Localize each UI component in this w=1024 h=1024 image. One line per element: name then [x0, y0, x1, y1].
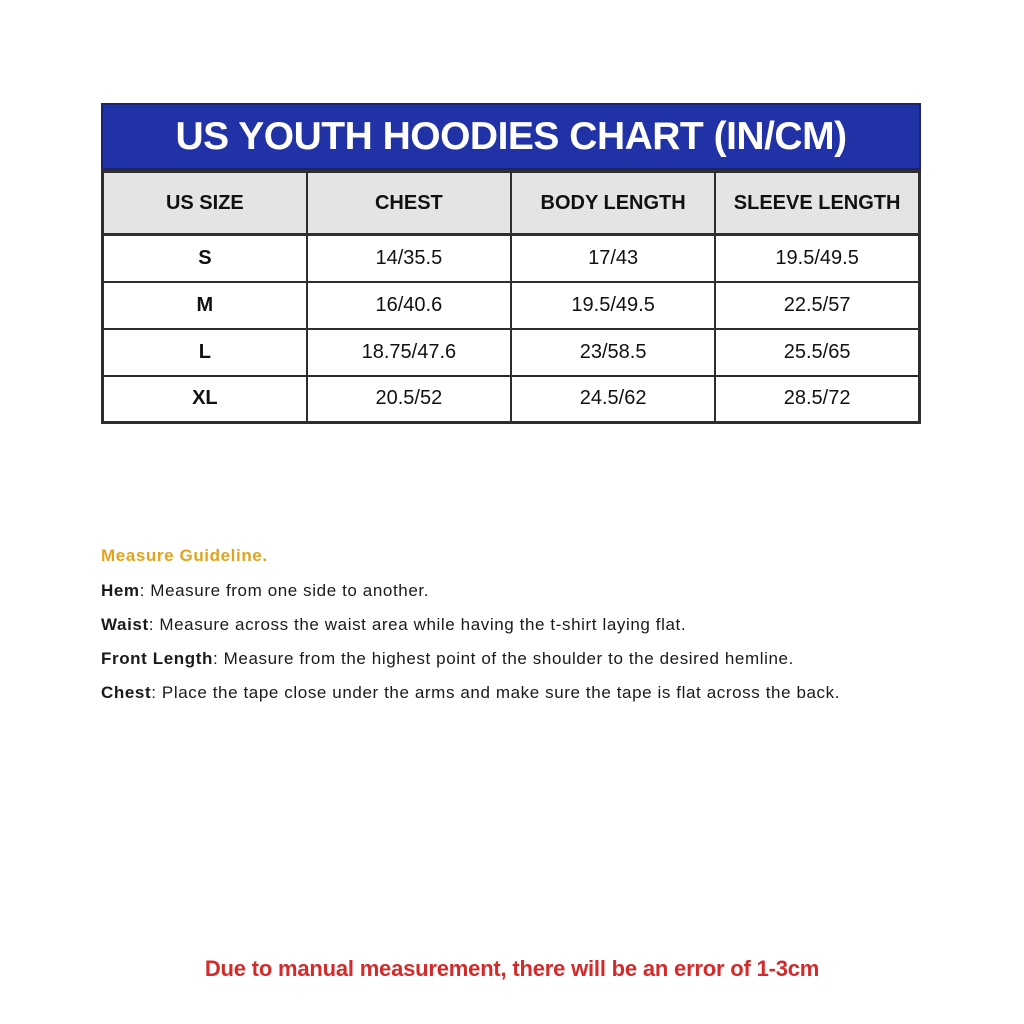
- chart-title: US YOUTH HOODIES CHART (IN/CM): [175, 114, 847, 158]
- guideline-text: : Measure from the highest point of the shoulder to the desired hemline.: [213, 649, 794, 668]
- cell-body-length: 24.5/62: [511, 376, 715, 423]
- cell-body-length: 23/58.5: [511, 329, 715, 376]
- table-row-xl: [103, 376, 920, 423]
- cell-sleeve-length: 19.5/49.5: [715, 235, 919, 282]
- table-row-m: [103, 282, 920, 329]
- guideline-label: Waist: [101, 615, 149, 634]
- guideline-hem: [101, 581, 961, 601]
- table-row-s: [103, 235, 920, 282]
- cell-sleeve-length: 28.5/72: [715, 376, 919, 423]
- guideline-label: Chest: [101, 683, 152, 702]
- table-row-l: [103, 329, 920, 376]
- guideline-heading: Measure Guideline.: [101, 546, 268, 565]
- chart-title-banner: [101, 103, 921, 170]
- measurement-error-note: Due to manual measurement, there will be an error of 1-3cm: [204, 956, 820, 981]
- cell-body-length: 19.5/49.5: [511, 282, 715, 329]
- cell-chest: 14/35.5: [307, 235, 511, 282]
- header-body-length: BODY LENGTH: [511, 172, 715, 235]
- cell-body-length: 17/43: [511, 235, 715, 282]
- cell-sleeve-length: 25.5/65: [715, 329, 919, 376]
- size-chart-block: [101, 103, 921, 424]
- header-us-size: US SIZE: [103, 172, 307, 235]
- guideline-text: : Place the tape close under the arms and make sure the tape is flat across the back.: [151, 683, 841, 702]
- cell-chest: 16/40.6: [307, 282, 511, 329]
- cell-size: L: [103, 329, 307, 376]
- size-table-header-row: [103, 172, 920, 235]
- guideline-text: : Measure across the waist area while having the t-shirt laying flat.: [148, 615, 687, 634]
- header-sleeve-length: SLEEVE LENGTH: [715, 172, 919, 235]
- header-chest: CHEST: [307, 172, 511, 235]
- guideline-label: Front Length: [101, 649, 214, 668]
- size-table: [101, 170, 921, 424]
- cell-chest: 18.75/47.6: [307, 329, 511, 376]
- measure-guidelines: [101, 546, 961, 717]
- guideline-front-length: [101, 649, 961, 669]
- cell-chest: 20.5/52: [307, 376, 511, 423]
- guideline-chest: [101, 683, 961, 703]
- guideline-text: : Measure from one side to another.: [139, 581, 430, 600]
- cell-sleeve-length: 22.5/57: [715, 282, 919, 329]
- guideline-waist: [101, 615, 961, 635]
- cell-size: S: [103, 235, 307, 282]
- guideline-label: Hem: [101, 581, 140, 600]
- cell-size: XL: [103, 376, 307, 423]
- cell-size: M: [103, 282, 307, 329]
